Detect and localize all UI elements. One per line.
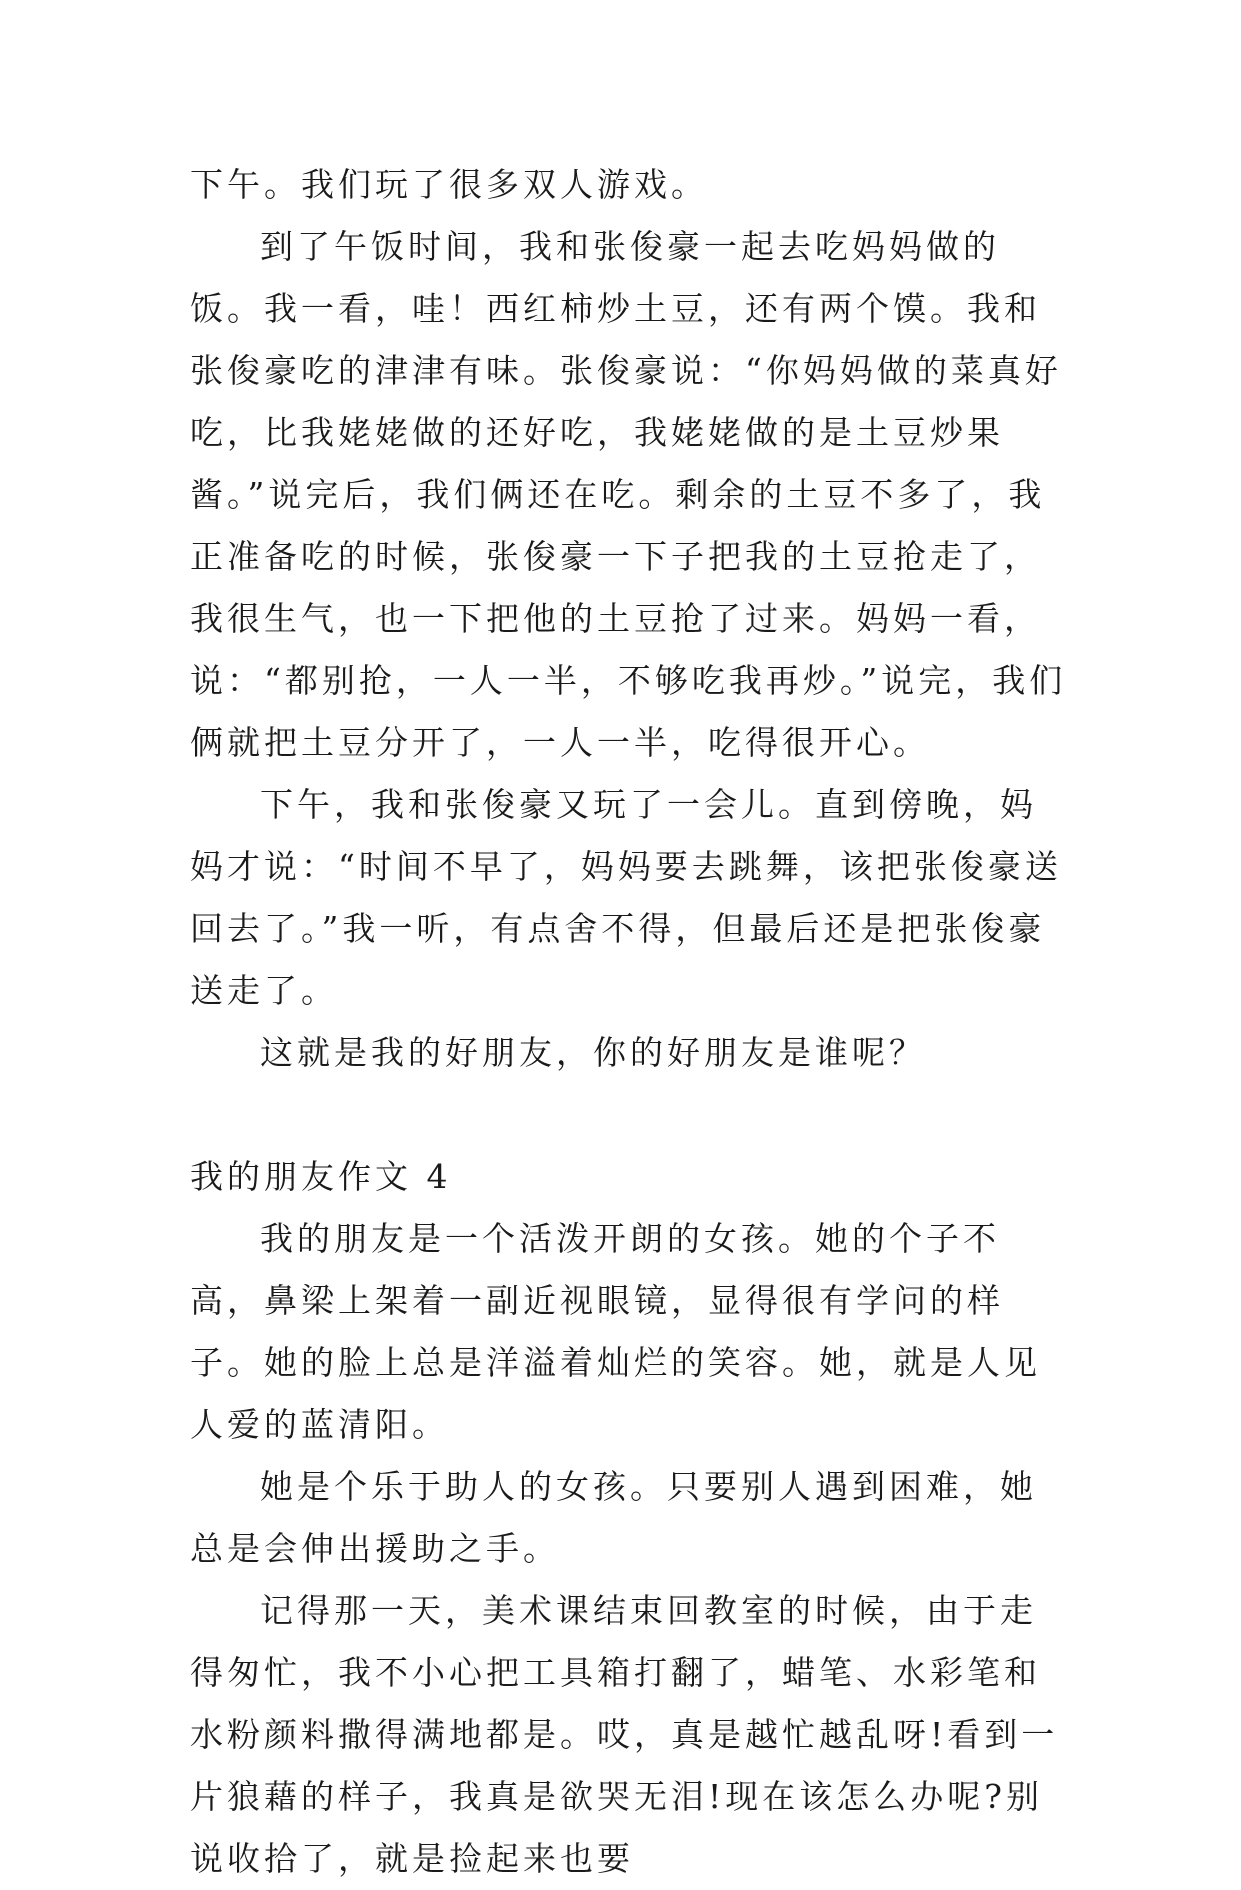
paragraph-intro: 我的朋友是一个活泼开朗的女孩。她的个子不高，鼻梁上架着一副近视眼镜，显得很有学问的样子。她的脸上总是洋溢着灿烂的笑容。她，就是人见人爱的蓝清阳。 — [190, 1219, 1041, 1444]
paragraph-helpful: 她是个乐于助人的女孩。只要别人遇到困难，她总是会伸出援助之手。 — [190, 1467, 1037, 1568]
paragraph-lunch: 到了午饭时间，我和张俊豪一起去吃妈妈做的饭。我一看，哇！西红柿炒土豆，还有两个馍。我和张俊豪吃的津津有味。张俊豪说：“你妈妈做的菜真好吃，比我姥姥做的还好吃，我姥姥做的是土豆炒果酱。”说完后，我们俩还在吃。剩余的土豆不多了，我正准备吃的时候，张俊豪一下子把我的土豆抢走了，我很生气，也一下把他的土豆抢了过来。妈妈一看，说：“都别抢，一人一半，不够吃我再炒。”说完，我们俩就把土豆分开了，一人一半，吃得很开心。 — [190, 227, 1067, 762]
paragraph-continuation: 下午。我们玩了很多双人游戏。 — [190, 165, 708, 204]
section-gap — [190, 1084, 1070, 1146]
section-heading: 我的朋友作文 4 — [190, 1157, 452, 1196]
document-body — [190, 154, 1070, 1890]
paragraph-afternoon: 下午，我和张俊豪又玩了一会儿。直到傍晚，妈妈才说：“时间不早了，妈妈要去跳舞，该把张俊豪送回去了。”我一听，有点舍不得，但最后还是把张俊豪送走了。 — [190, 785, 1062, 1010]
paragraph-closing: 这就是我的好朋友，你的好朋友是谁呢？ — [260, 1033, 926, 1072]
paragraph-memory: 记得那一天，美术课结束回教室的时候，由于走得匆忙，我不小心把工具箱打翻了，蜡笔、水彩笔和水粉颜料撒得满地都是。哎，真是越忙越乱呀!看到一片狼藉的样子，我真是欲哭无泪!现在该怎么办呢?别说收拾了，就是捡起来也要 — [190, 1591, 1059, 1878]
